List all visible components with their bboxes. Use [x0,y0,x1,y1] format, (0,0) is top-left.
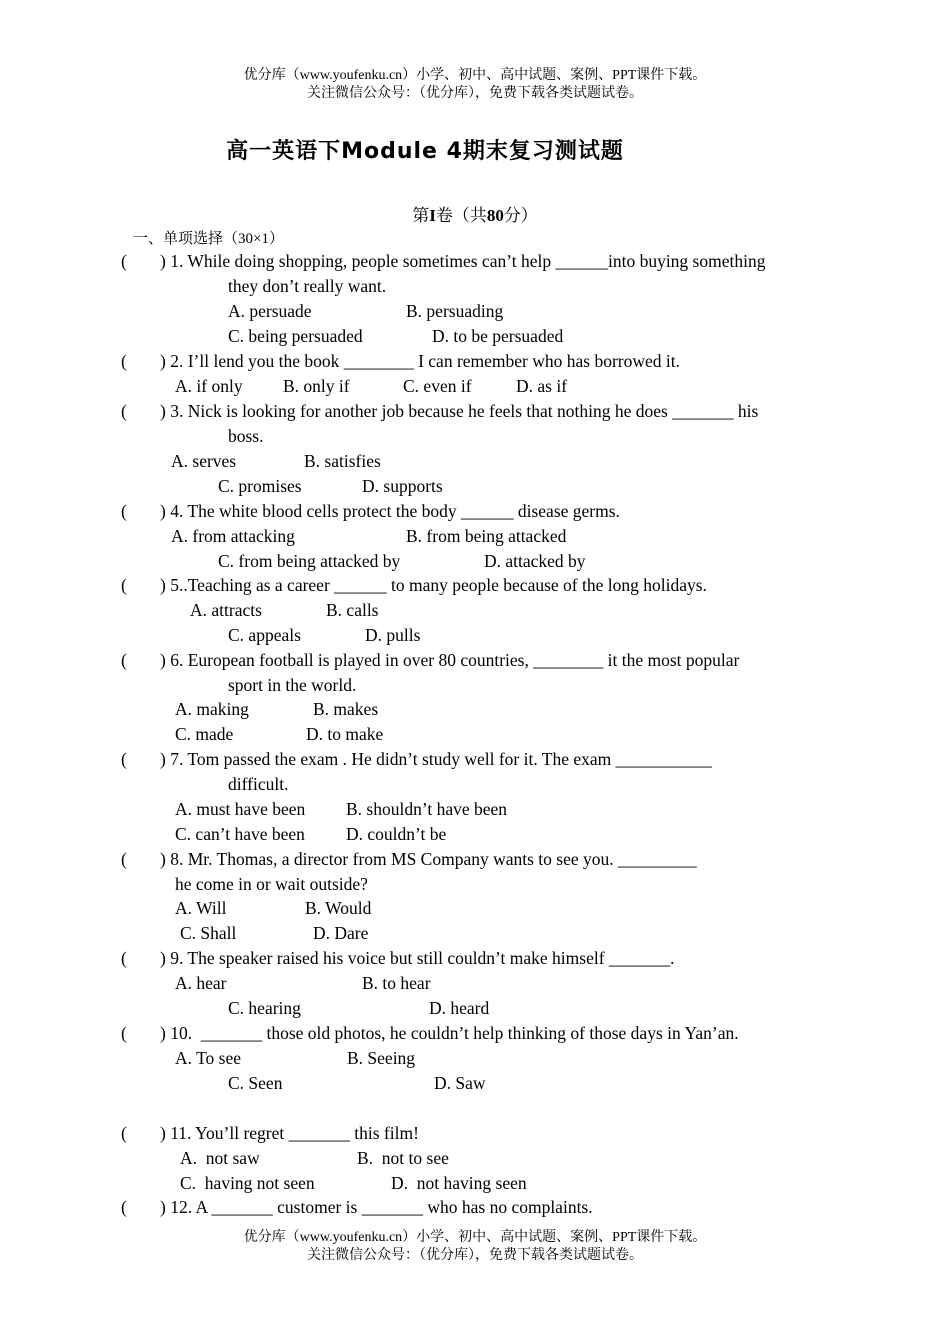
option-b: B. Seeing [347,1048,416,1068]
answer-paren: ( [121,749,127,769]
option-a: A. not saw [180,1148,260,1168]
option-d: D. to be persuaded [432,326,564,346]
question-stem: ) 5..Teaching as a career ______ to many people because of the long holidays. [160,575,707,595]
option-b: B. satisfies [304,451,381,471]
option-c: C. made [175,724,234,744]
option-c: C. from being attacked by [218,551,401,571]
option-c: C. even if [403,376,472,396]
answer-paren: ( [121,501,127,521]
section-heading: 一、单项选择（30×1） [133,231,284,247]
option-a: A. persuade [228,301,312,321]
option-a: A. To see [175,1048,242,1068]
option-d: D. heard [429,998,490,1018]
option-b: B. from being attacked [406,526,567,546]
answer-paren: ( [121,1123,127,1143]
option-b: B. persuading [406,301,504,321]
option-d: D. supports [362,476,443,496]
option-c: C. appeals [228,625,301,645]
paper-suffix: 分） [503,206,538,225]
question-stem-cont: difficult. [228,774,289,794]
option-d: D. pulls [365,625,421,645]
option-d: D. attacked by [484,551,586,571]
answer-paren: ( [121,650,127,670]
option-d: D. couldn’t be [346,824,447,844]
option-c: C. can’t have been [175,824,305,844]
answer-paren: ( [121,849,127,869]
option-a: A. from attacking [171,526,295,546]
option-a: A. must have been [175,799,306,819]
answer-paren: ( [121,251,127,271]
option-b: B. Would [305,898,372,918]
option-a: A. if only [175,376,243,396]
page-footer [0,1229,950,1265]
question-stem: ) 8. Mr. Thomas, a director from MS Company wants to see you. _________ [160,849,697,869]
header-line-2: 关注微信公众号：（优分库），免费下载各类试题试卷。 [307,86,643,101]
option-d: D. not having seen [391,1173,527,1193]
option-c: C. having not seen [180,1173,315,1193]
option-b: B. only if [283,376,350,396]
question-stem: ) 12. A _______ customer is _______ who has no complaints. [160,1197,593,1217]
answer-paren: ( [121,351,127,371]
option-a: A. Will [175,898,227,918]
option-d: D. Dare [313,923,369,943]
option-a: A. hear [175,973,227,993]
option-b: B. calls [326,600,379,620]
question-stem: ) 3. Nick is looking for another job because he feels that nothing he does _______ his [160,401,759,421]
option-b: B. to hear [362,973,431,993]
option-c: C. being persuaded [228,326,363,346]
page-title: 高一英语下Module 4期末复习测试题 [226,139,624,164]
answer-paren: ( [121,1197,127,1217]
paper-score: 80 [486,206,504,225]
footer-line-1: 优分库（www.youfenku.cn）小学、初中、高中试题、案例、PPT课件下载。 [243,1230,707,1245]
answer-paren: ( [121,575,127,595]
answer-paren: ( [121,401,127,421]
option-d: D. Saw [434,1073,486,1093]
question-stem: ) 10. _______ those old photos, he couldn’t help thinking of those days in Yan’an. [160,1023,739,1043]
option-c: C. promises [218,476,302,496]
header-line-1: 优分库（www.youfenku.cn）小学、初中、高中试题、案例、PPT课件下载。 [243,68,707,83]
answer-paren: ( [121,1023,127,1043]
option-c: C. hearing [228,998,301,1018]
question-stem: ) 1. While doing shopping, people sometimes can’t help ______into buying something [160,251,766,271]
question-stem: ) 6. European football is played in over 80 countries, ________ it the most popular [160,650,740,670]
question-stem: ) 4. The white blood cells protect the body ______ disease germs. [160,501,620,521]
option-a: A. attracts [190,600,262,620]
option-a: A. serves [171,451,237,471]
question-stem: ) 9. The speaker raised his voice but still couldn’t make himself _______. [160,948,675,968]
question-stem: ) 11. You’ll regret _______ this film! [160,1123,419,1143]
option-d: D. as if [516,376,568,396]
option-c: C. Seen [228,1073,283,1093]
paper-prefix: 第 [412,206,430,225]
option-d: D. to make [306,724,384,744]
question-stem: ) 2. I’ll lend you the book ________ I can remember who has borrowed it. [160,351,681,371]
page-header [0,67,950,103]
option-a: A. making [175,699,249,719]
option-b: B. shouldn’t have been [346,799,508,819]
option-c: C. Shall [180,923,237,943]
paper-label [0,201,950,226]
paper-number: I [429,206,436,225]
question-stem-cont: he come in or wait outside? [175,874,368,894]
question-stem: ) 7. Tom passed the exam . He didn’t study well for it. The exam ___________ [160,749,712,769]
answer-paren: ( [121,948,127,968]
paper-mid: 卷（共 [435,206,487,225]
question-stem-cont: boss. [228,426,264,446]
footer-line-2: 关注微信公众号：（优分库），免费下载各类试题试卷。 [307,1248,643,1263]
question-stem-cont: sport in the world. [228,675,357,695]
option-b: B. makes [313,699,379,719]
question-stem-cont: they don’t really want. [228,276,387,296]
option-b: B. not to see [357,1148,449,1168]
